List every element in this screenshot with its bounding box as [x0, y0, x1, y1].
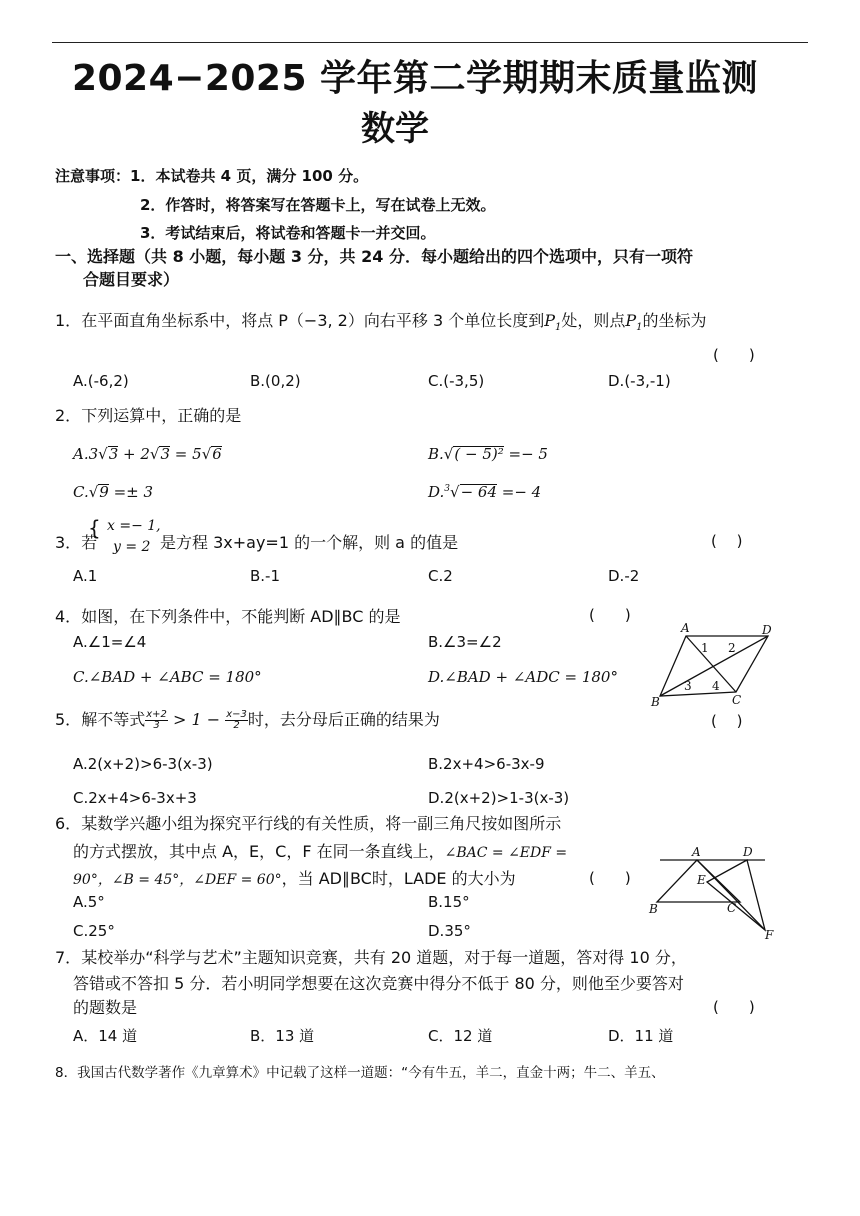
option-c: C.(-3,5) [428, 372, 485, 390]
option-a: A.∠1=∠4 [73, 633, 147, 651]
option-a: A.3√3 + 2√3 = 5√6 [73, 445, 222, 463]
angle-4: 4 [712, 679, 720, 693]
answer-paren: ( ) [713, 998, 755, 1016]
option-a: A．14 道 [73, 1027, 138, 1045]
option-c: C.25° [73, 922, 115, 940]
option-d: D.2(x+2)>1-3(x-3) [428, 789, 570, 807]
answer-paren: ( ) [711, 712, 743, 730]
option-b: B.√( − 5)² =− 5 [428, 445, 548, 463]
option-d: D.(-3,-1) [608, 372, 671, 390]
label-c: C [727, 901, 737, 915]
option-d: D.∠BAD + ∠ADC = 180° [428, 668, 618, 686]
option-c: C.2 [428, 567, 453, 585]
note-item: 2．作答时，将答案写在答题卡上，写在试卷上无效。 [140, 196, 496, 214]
answer-paren: ( ) [589, 606, 631, 624]
option-b: B.15° [428, 893, 470, 911]
answer-paren: ( ) [711, 532, 743, 550]
label-c: C [732, 693, 742, 707]
system-eq-1: x =− 1, [107, 518, 161, 534]
answer-paren: ( ) [589, 869, 631, 887]
parallelogram-figure [648, 622, 783, 710]
notes-line-1 [55, 165, 368, 186]
option-d: D．11 道 [608, 1027, 674, 1045]
option-b: B.2x+4>6-3x-9 [428, 755, 545, 773]
triangle-ruler-figure [645, 842, 780, 942]
label-e: E [697, 873, 706, 887]
option-a: A.5° [73, 893, 105, 911]
option-c: C．12 道 [428, 1027, 493, 1045]
question-8-stem: 8．我国古代数学著作《九章算术》中记载了这样一道题：“今有牛五，羊二，直金十两；牛二、羊五、 [55, 1065, 665, 1081]
option-a: A.2(x+2)>6-3(x-3) [73, 755, 213, 773]
option-a: A.1 [73, 567, 98, 585]
label-d: D [762, 623, 772, 637]
option-c: C.∠BAD + ∠ABC = 180° [73, 668, 262, 686]
note-item: 3．考试结束后，将试卷和答题卡一并交回。 [140, 224, 436, 242]
exam-subject: 数学 [361, 109, 429, 149]
question-4-stem: 4．如图，在下列条件中，不能判断 AD∥BC 的是 [55, 607, 401, 626]
question-6-line-3: 90°，∠B = 45°，∠DEF = 60°，当 AD∥BC时，LADE 的大小为 [73, 869, 516, 888]
question-7-line-2: 答错或不答扣 5 分．若小明同学想要在这次竞赛中得分不低于 80 分，则他至少要答对 [73, 974, 684, 993]
option-d: D.$^3$√− 64 =− 4 [428, 483, 542, 501]
note-item: 1．本试卷共 4 页，满分 100 分。 [130, 167, 369, 185]
question-5-stem: 5．解不等式 $\frac{x+2}{3}$ > 1 − $\frac{x-3}{2}$ 时，去分母后正确的结果为 [55, 709, 440, 731]
label-d: D [743, 845, 753, 859]
label-f: F [765, 928, 774, 942]
question-7-stem: 7．某校举办“科学与艺术”主题知识竞赛，共有 20 道题，对于每一道题，答对得 10 分， [55, 948, 687, 967]
notes-label: 注意事项： [55, 167, 131, 185]
exam-title: 2024−2025 学年第二学期期末质量监测 [71, 58, 759, 99]
option-c: C.√9 =± 3 [73, 483, 154, 501]
answer-paren: ( ) [713, 346, 755, 364]
angle-3: 3 [684, 679, 692, 693]
top-rule [52, 42, 808, 43]
angle-1: 1 [701, 641, 709, 655]
option-b: B.∠3=∠2 [428, 633, 502, 651]
option-b: B.-1 [250, 567, 281, 585]
label-a: A [692, 845, 701, 859]
option-d: D.35° [428, 922, 471, 940]
option-a: A.(-6,2) [73, 372, 129, 390]
option-b: B.(0,2) [250, 372, 301, 390]
option-d: D.-2 [608, 567, 640, 585]
question-3-stem: 3．若 [55, 533, 98, 552]
question-7-line-3: 的题数是 [73, 998, 138, 1017]
question-1-stem: 1．在平面直角坐标系中，将点 P（−3, 2）向右平移 3 个单位长度到$P_1$处，则点$P_1$的坐标为 [55, 311, 707, 334]
option-c: C.2x+4>6-3x+3 [73, 789, 197, 807]
question-6-line-2: 的方式摆放，其中点 A，E，C，F 在同一条直线上，∠BAC = ∠EDF = [73, 842, 568, 861]
label-b: B [651, 695, 660, 709]
option-b: B．13 道 [250, 1027, 315, 1045]
section-heading: 一、选择题（共 8 小题，每小题 3 分，共 24 分．每小题给出的四个选项中，只有一项符 [55, 247, 693, 266]
label-b: B [649, 902, 658, 916]
question-2-stem: 2．下列运算中，正确的是 [55, 406, 242, 425]
angle-2: 2 [728, 641, 736, 655]
brace: { [88, 516, 101, 540]
section-heading-cont: 合题目要求） [83, 270, 180, 289]
system-eq-2: y = 2 [113, 539, 151, 555]
label-a: A [681, 622, 690, 635]
question-3-text: 是方程 3x+ay=1 的一个解，则 a 的值是 [160, 533, 459, 552]
question-6-stem: 6．某数学兴趣小组为探究平行线的有关性质，将一副三角尺按如图所示 [55, 814, 562, 833]
